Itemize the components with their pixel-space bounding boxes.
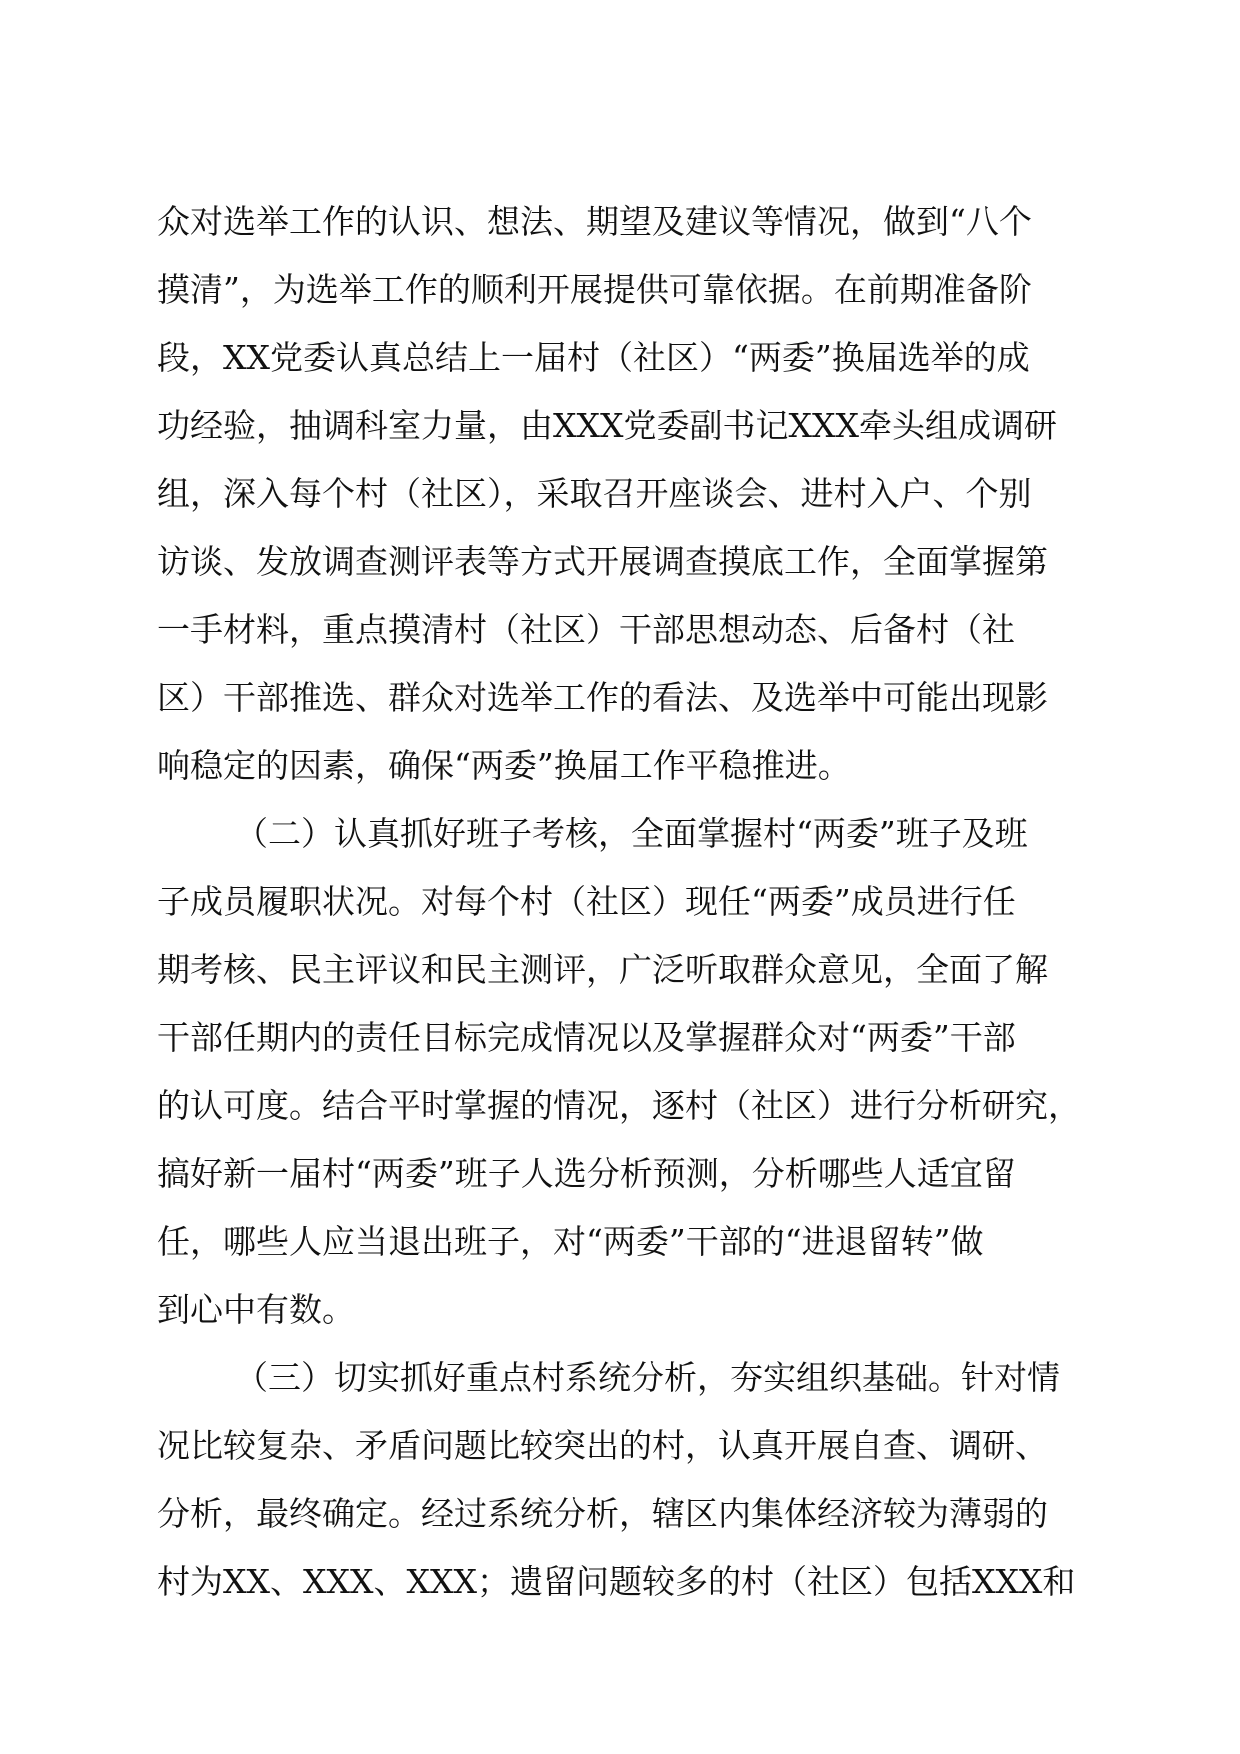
text-line: 访谈、发放调查测评表等方式开展调查摸底工作，全面掌握第	[157, 542, 1048, 581]
text-line: 段，XX党委认真总结上一届村（社区）“两委”换届选举的成	[157, 338, 1030, 377]
text-line: 任，哪些人应当退出班子，对“两委”干部的“进退留转”做	[157, 1222, 984, 1261]
document-body	[157, 188, 1081, 1616]
text-line: 区）干部推选、群众对选举工作的看法、及选举中可能出现影	[157, 678, 1048, 717]
text-line: 子成员履职状况。对每个村（社区）现任“两委”成员进行任	[157, 882, 1016, 921]
text-line: 期考核、民主评议和民主测评，广泛听取群众意见，全面了解	[157, 950, 1048, 989]
section-heading-line: （三）切实抓好重点村系统分析，夯实组织基础。针对情	[235, 1358, 1060, 1397]
text-line: 组，深入每个村（社区），采取召开座谈会、进村入户、个别	[157, 474, 1032, 513]
section-heading-line: （二）认真抓好班子考核，全面掌握村“两委”班子及班	[235, 814, 1028, 853]
text-line: 功经验，抽调科室力量，由XXX党委副书记XXX牵头组成调研	[157, 406, 1057, 445]
text-line: 况比较复杂、矛盾问题比较突出的村，认真开展自查、调研、	[157, 1426, 1048, 1465]
text-line: 到心中有数。	[157, 1290, 355, 1329]
text-line: 村为XX、XXX、XXX；遗留问题较多的村（社区）包括XXX和	[157, 1562, 1076, 1601]
text-line: 干部任期内的责任目标完成情况以及掌握群众对“两委”干部	[157, 1018, 1016, 1057]
text-line: 的认可度。结合平时掌握的情况，逐村（社区）进行分析研究，	[157, 1086, 1081, 1125]
text-line: 众对选举工作的认识、想法、期望及建议等情况，做到“八个	[157, 202, 1032, 241]
text-line: 摸清”，为选举工作的顺利开展提供可靠依据。在前期准备阶	[157, 270, 1032, 309]
text-line: 分析，最终确定。经过系统分析，辖区内集体经济较为薄弱的	[157, 1494, 1048, 1533]
text-line: 响稳定的因素，确保“两委”换届工作平稳推进。	[157, 746, 851, 785]
text-line: 搞好新一届村“两委”班子人选分析预测，分析哪些人适宜留	[157, 1154, 1016, 1193]
text-line: 一手材料，重点摸清村（社区）干部思想动态、后备村（社	[157, 610, 1015, 649]
